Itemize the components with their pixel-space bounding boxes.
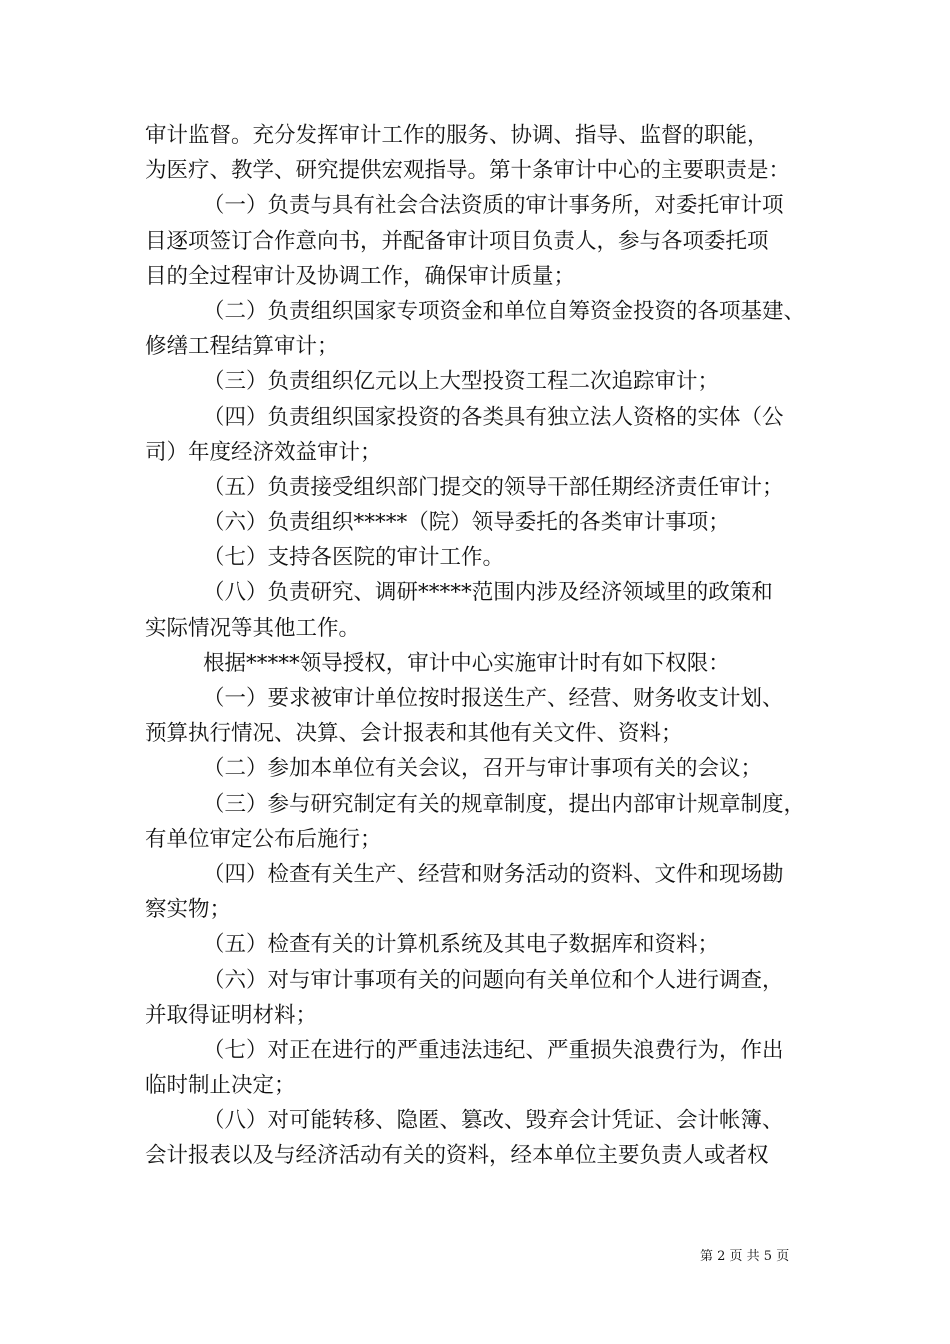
document-body — [145, 118, 815, 1174]
text-line: 预算执行情况、决算、会计报表和其他有关文件、资料； — [145, 721, 683, 747]
text-line: （六）负责组织*****（院）领导委托的各类审计事项； — [203, 510, 730, 536]
text-line: （八）负责研究、调研*****范围内涉及经济领域里的政策和 — [203, 580, 773, 606]
text-line: （六）对与审计事项有关的问题向有关单位和个人进行调查， — [203, 967, 784, 993]
text-line: （三）负责组织亿元以上大型投资工程二次追踪审计； — [203, 369, 720, 395]
text-line: 察实物； — [145, 897, 232, 923]
text-line: （四）检查有关生产、经营和财务活动的资料、文件和现场勘 — [203, 861, 784, 887]
text-line: 修缮工程结算审计； — [145, 334, 339, 360]
text-line: 实际情况等其他工作。 — [145, 615, 361, 641]
text-line: 审计监督。充分发挥审计工作的服务、协调、指导、监督的职能， — [145, 123, 769, 148]
page-number-footer: 第 2 页 共 5 页 — [700, 1249, 790, 1264]
text-line: （五）负责接受组织部门提交的领导干部任期经济责任审计； — [203, 474, 784, 500]
text-line: 司）年度经济效益审计； — [145, 439, 382, 465]
text-line: 会计报表以及与经济活动有关的资料，经本单位主要负责人或者权 — [145, 1143, 769, 1169]
text-line: 并取得证明材料； — [145, 1002, 318, 1028]
text-line: （三）参与研究制定有关的规章制度，提出内部审计规章制度， — [203, 791, 806, 817]
text-line: （八）对可能转移、隐匿、篡改、毁弃会计凭证、会计帐簿、 — [203, 1108, 784, 1134]
text-line: 根据*****领导授权，审计中心实施审计时有如下权限： — [203, 650, 730, 676]
text-line: （二）负责组织国家专项资金和单位自筹资金投资的各项基建、 — [203, 298, 806, 324]
text-line: 目的全过程审计及协调工作，确保审计质量； — [145, 263, 576, 289]
text-line: （一）要求被审计单位按时报送生产、经营、财务收支计划、 — [203, 686, 784, 711]
text-line: 临时制止决定； — [145, 1073, 296, 1099]
text-line: 为医疗、教学、研究提供宏观指导。第十条审计中心的主要职责是： — [145, 158, 791, 184]
text-line: 有单位审定公布后施行； — [145, 826, 382, 852]
text-line: 目逐项签订合作意向书，并配备审计项目负责人，参与各项委托项 — [145, 228, 769, 254]
text-line: （五）检查有关的计算机系统及其电子数据库和资料； — [203, 932, 720, 958]
text-line: （七）对正在进行的严重违法违纪、严重损失浪费行为，作出 — [203, 1037, 784, 1063]
text-line: （二）参加本单位有关会议，召开与审计事项有关的会议； — [203, 756, 763, 782]
text-line: （七）支持各医院的审计工作。 — [203, 545, 505, 571]
text-line: （四）负责组织国家投资的各类具有独立法人资格的实体（公 — [203, 404, 784, 430]
text-line: （一）负责与具有社会合法资质的审计事务所，对委托审计项 — [203, 193, 784, 219]
